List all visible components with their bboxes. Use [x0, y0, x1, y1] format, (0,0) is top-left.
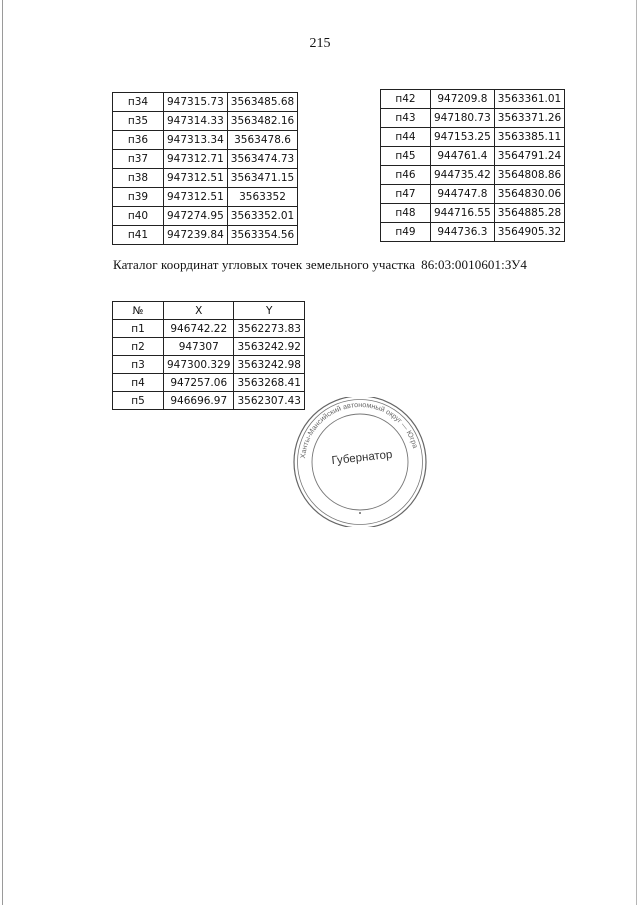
y-cell: 3563242.98 [234, 356, 304, 374]
y-cell: 3563385.11 [494, 128, 564, 147]
point-cell: п2 [113, 338, 164, 356]
point-cell: п42 [381, 90, 431, 109]
table-row [113, 320, 305, 338]
x-cell: 947312.51 [164, 188, 228, 207]
page-number: 215 [309, 36, 331, 51]
x-cell: 947312.51 [164, 169, 228, 188]
x-cell: 947209.8 [431, 90, 495, 109]
y-cell: 3563268.41 [234, 374, 304, 392]
point-cell: п35 [113, 112, 164, 131]
point-cell: п49 [381, 223, 431, 242]
seal-center-text: Губернатор [331, 448, 393, 468]
y-cell: 3563474.73 [227, 150, 297, 169]
y-cell: 3564791.24 [494, 147, 564, 166]
x-cell: 947315.73 [164, 93, 228, 112]
point-cell: п47 [381, 185, 431, 204]
point-cell: п48 [381, 204, 431, 223]
x-cell: 944761.4 [431, 147, 495, 166]
scan-edge-right [636, 0, 637, 905]
point-cell: п45 [381, 147, 431, 166]
table-row [113, 131, 298, 150]
table-row [113, 207, 298, 226]
seal-dot [359, 512, 361, 514]
point-cell: п37 [113, 150, 164, 169]
x-cell: 947314.33 [164, 112, 228, 131]
y-cell: 3563478.6 [227, 131, 297, 150]
table-row [113, 93, 298, 112]
point-cell: п44 [381, 128, 431, 147]
coordinates-table-right [380, 89, 565, 242]
x-cell: 944716.55 [431, 204, 495, 223]
x-cell: 947180.73 [431, 109, 495, 128]
y-cell: 3563352.01 [227, 207, 297, 226]
x-cell: 947300.329 [164, 356, 234, 374]
table-row [113, 169, 298, 188]
point-cell: п40 [113, 207, 164, 226]
table-row [381, 166, 565, 185]
table-row [381, 185, 565, 204]
point-cell: п1 [113, 320, 164, 338]
x-cell: 947257.06 [164, 374, 234, 392]
table-row [381, 147, 565, 166]
x-cell: 947312.71 [164, 150, 228, 169]
catalog-table [112, 301, 305, 410]
catalog-title-text: Каталог координат угловых точек земельного участка [112, 257, 416, 272]
point-cell: п43 [381, 109, 431, 128]
x-cell: 947313.34 [164, 131, 228, 150]
point-cell: п38 [113, 169, 164, 188]
y-cell: 3562307.43 [234, 392, 304, 410]
y-cell: 3562273.83 [234, 320, 304, 338]
x-cell: 947307 [164, 338, 234, 356]
point-cell: п34 [113, 93, 164, 112]
y-cell: 3564830.06 [494, 185, 564, 204]
table-row [113, 150, 298, 169]
y-cell: 3563371.26 [494, 109, 564, 128]
scan-edge-left [2, 0, 3, 905]
catalog-title [0, 257, 640, 273]
table-row [381, 109, 565, 128]
point-cell: п4 [113, 374, 164, 392]
point-cell: п41 [113, 226, 164, 245]
table-row [381, 223, 565, 242]
y-cell: 3563242.92 [234, 338, 304, 356]
header-x: X [164, 302, 234, 320]
point-cell: п36 [113, 131, 164, 150]
cadastral-number: 86:03:0010601:ЗУ4 [421, 257, 528, 272]
table-row [113, 112, 298, 131]
coordinates-table-left [112, 92, 298, 245]
x-cell: 947153.25 [431, 128, 495, 147]
header-y: Y [234, 302, 304, 320]
y-cell: 3563354.56 [227, 226, 297, 245]
y-cell: 3563485.68 [227, 93, 297, 112]
seal-ring-text: Ханты-Мансийский автономный округ — Югра [298, 399, 421, 459]
table-row [113, 188, 298, 207]
y-cell: 3563352 [227, 188, 297, 207]
point-cell: п39 [113, 188, 164, 207]
table-row [381, 128, 565, 147]
header-number: № [113, 302, 164, 320]
y-cell: 3564885.28 [494, 204, 564, 223]
table-row [113, 356, 305, 374]
y-cell: 3564905.32 [494, 223, 564, 242]
table-row [113, 338, 305, 356]
x-cell: 944735.42 [431, 166, 495, 185]
x-cell: 944747.8 [431, 185, 495, 204]
point-cell: п3 [113, 356, 164, 374]
table-header-row [113, 302, 305, 320]
x-cell: 944736.3 [431, 223, 495, 242]
x-cell: 946742.22 [164, 320, 234, 338]
y-cell: 3563361.01 [494, 90, 564, 109]
table-row [381, 90, 565, 109]
table-row [113, 392, 305, 410]
table-row [113, 374, 305, 392]
table-row [381, 204, 565, 223]
table-row [113, 226, 298, 245]
point-cell: п46 [381, 166, 431, 185]
x-cell: 946696.97 [164, 392, 234, 410]
x-cell: 947274.95 [164, 207, 228, 226]
y-cell: 3564808.86 [494, 166, 564, 185]
x-cell: 947239.84 [164, 226, 228, 245]
y-cell: 3563482.16 [227, 112, 297, 131]
point-cell: п5 [113, 392, 164, 410]
y-cell: 3563471.15 [227, 169, 297, 188]
